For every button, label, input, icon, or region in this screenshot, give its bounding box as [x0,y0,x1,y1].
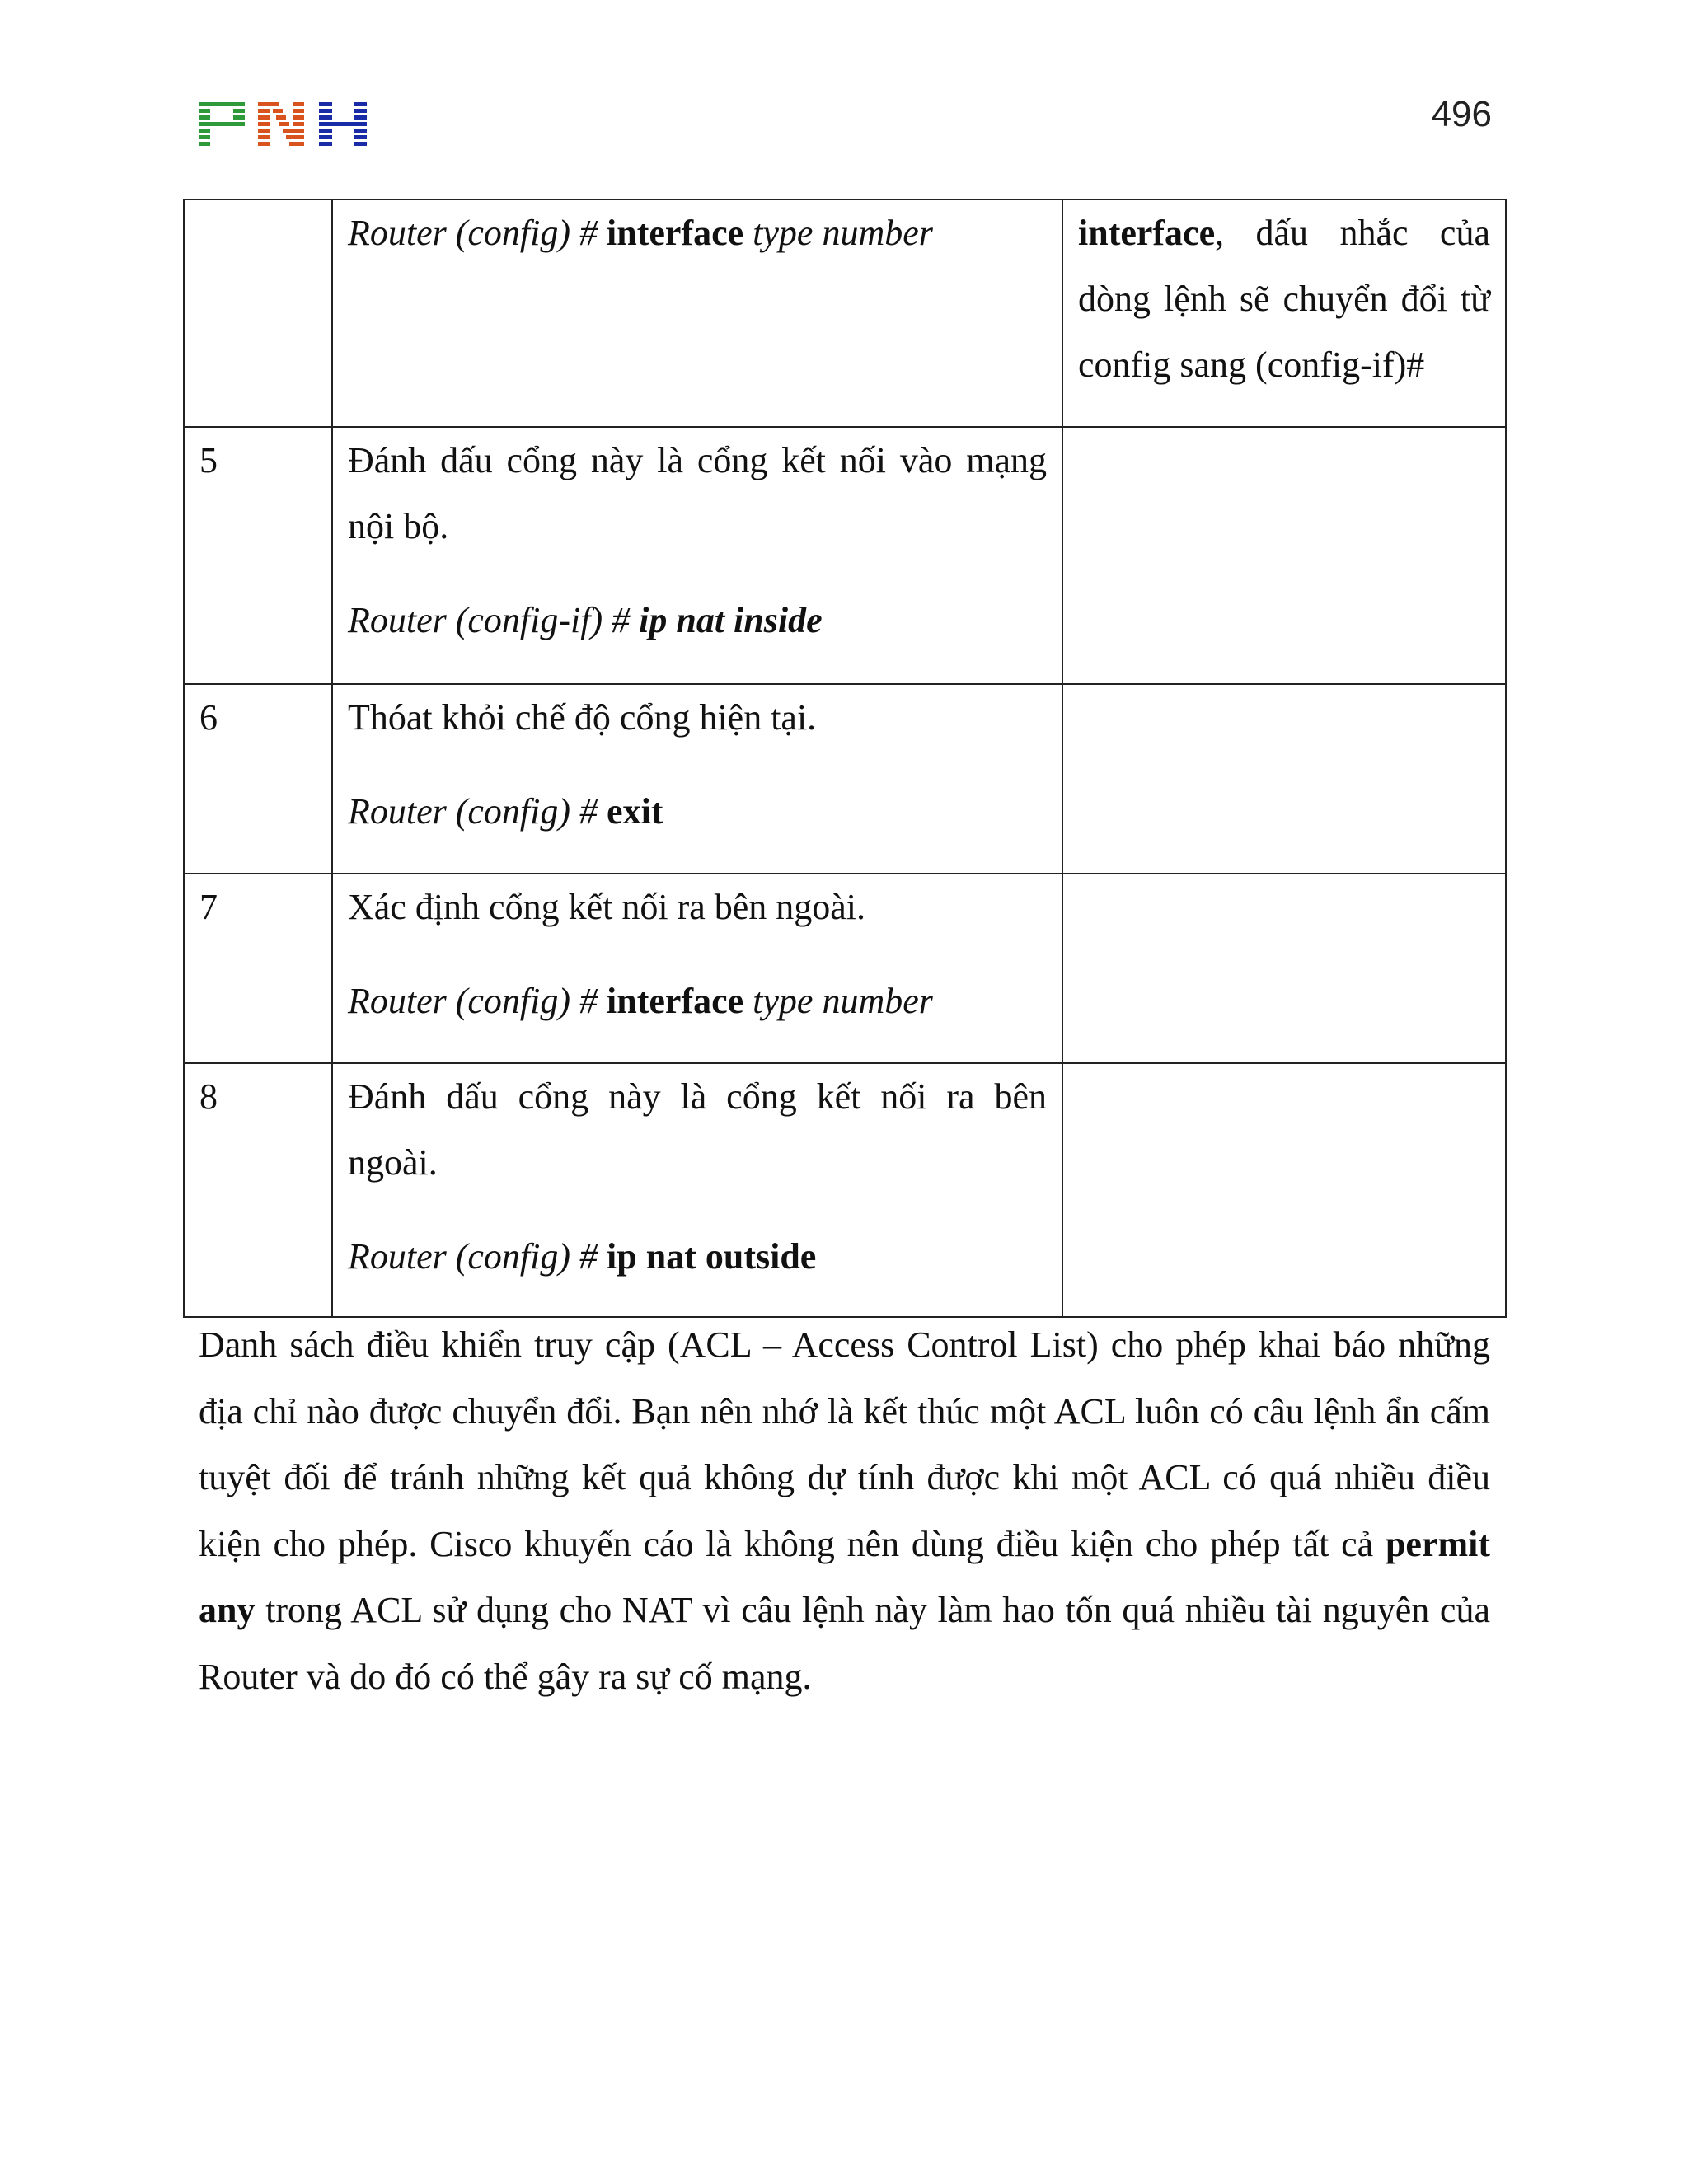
command-prompt: Router (config) # [348,213,598,253]
command-line [348,200,1047,266]
step-note [1062,684,1506,874]
step-content [332,874,1062,1063]
step-note [1062,1063,1506,1317]
table-row [184,684,1506,874]
paragraph-keyword: permit any [199,1523,1490,1630]
command-line [348,779,1047,845]
step-number: 7 [184,874,332,1063]
note-rest: , dấu nhắc của dòng lệnh sẽ chuyển đổi từ config sang (config-if)# [1078,213,1490,385]
command-keyword: interface [607,213,744,253]
command-keyword: interface [607,981,744,1021]
logo-letter-n [258,102,304,146]
step-content [332,427,1062,684]
command-line [348,588,1047,654]
step-content [332,1063,1062,1317]
nat-config-table [183,199,1507,1318]
table-row [184,199,1506,427]
table-row [184,874,1506,1063]
step-note [1062,427,1506,684]
step-note [1062,199,1506,427]
step-number: 6 [184,684,332,874]
command-keyword: ip nat inside [639,600,823,640]
step-description: Thóat khỏi chế độ cổng hiện tại. [348,697,817,738]
step-note [1062,874,1506,1063]
command-line [348,968,1047,1034]
acl-paragraph [199,1312,1490,1710]
step-number [184,199,332,427]
command-prompt: Router (config) # [348,1236,598,1277]
step-description: Đánh dấu cổng này là cổng kết nối ra bên ngoài. [348,1076,1047,1183]
command-prompt: Router (config) # [348,981,598,1021]
paragraph-text-end: trong ACL sử dụng cho NAT vì câu lệnh này làm hao tốn quá nhiều tài nguyên của Router và do đó có thể gây ra sự cố mạng. [199,1590,1490,1697]
step-content [332,199,1062,427]
table-row [184,427,1506,684]
command-args: type number [753,213,933,253]
pnh-logo [199,102,367,148]
command-prompt: Router (config) # [348,791,598,832]
command-keyword: exit [607,791,663,832]
note-keyword: interface [1078,213,1216,253]
paragraph-text-start: Danh sách điều khiển truy cập (ACL – Access Control List) cho phép khai báo những địa chỉ nào được chuyển đổi. Bạn nên nhớ là kết thúc một ACL luôn có câu lệnh ẩn cấm tuyệt đối để tránh những kết quả không dự tính được khi một ACL có quá nhiều điều kiện cho phép. Cisco khuyến cáo là không nên dùng điều kiện cho phép tất cả [199,1324,1490,1564]
command-prompt: Router (config-if) # [348,600,631,640]
note-text [1078,200,1490,398]
step-description: Xác định cổng kết nối ra bên ngoài. [348,887,866,927]
command-line [348,1224,1047,1290]
table-row [184,1063,1506,1317]
step-number: 8 [184,1063,332,1317]
command-args: type number [753,981,933,1021]
logo-letter-h [319,102,367,146]
page-number: 496 [1431,94,1492,134]
logo-letter-p [199,102,245,146]
command-keyword: ip nat outside [607,1236,817,1277]
step-description: Đánh dấu cổng này là cổng kết nối vào mạng nội bộ. [348,440,1047,546]
step-content [332,684,1062,874]
step-number: 5 [184,427,332,684]
